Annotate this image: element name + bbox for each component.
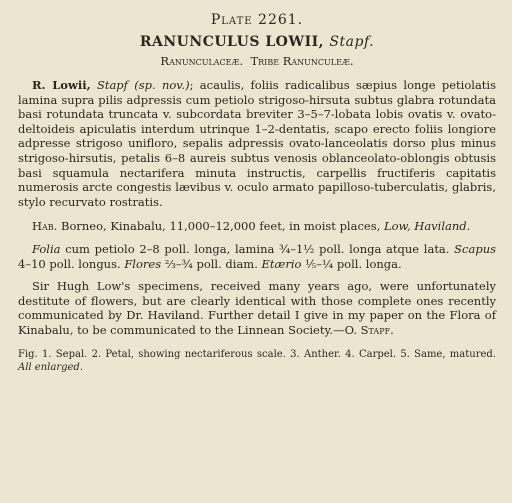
species-name: RANUNCULUS LOWII,	[139, 34, 325, 50]
flores-label: Flores	[124, 256, 162, 271]
folia-text: cum petiolo 2–8 poll. longa, lamina ¾–1½ poll. longa atque lata.	[65, 241, 450, 256]
plate-label: Plate	[210, 12, 253, 28]
species-title	[18, 34, 496, 50]
plate-num: 2261.	[258, 12, 304, 28]
flores-text: ⅔–¾ poll. diam.	[164, 256, 258, 271]
family-name: Ranunculaceæ.	[160, 54, 244, 68]
caption-text: Fig. 1. Sepal. 2. Petal, showing nectariferous scale. 3. Anther. 4. Carpel. 5. Same, matured.	[18, 348, 496, 360]
figure-caption	[18, 348, 496, 374]
diagnosis-species: R. Lowii,	[32, 78, 91, 92]
author-note	[18, 279, 496, 337]
diagnosis-author: Stapf (sp. nov.)	[96, 78, 190, 92]
etaerio-label: Etærio	[261, 256, 302, 271]
habitat-paragraph	[18, 219, 496, 234]
folia-label: Folia	[32, 241, 61, 256]
note-signature: Stapf.	[360, 322, 394, 337]
measurements-paragraph	[18, 242, 496, 271]
habitat-collectors: Low, Haviland.	[383, 219, 471, 234]
diagnosis-text: ; acaulis, foliis radicalibus sæpius longe petiolatis lamina supra pilis adpressis cum petiolo strigoso-hirsuta subtus glabra rotundata basi rotundata truncata v. subcordata breviter 3–5–7-lobata lobis ovatis v. ovato-deltoideis apiculatis interdum utrinque 1–2-dentatis, scapo erecto foliis longiore adpresse strigoso unifloro, sepalis adpressis ovato-lanceolatis dorso plus minus strigoso-hirsutis, petalis 6–8 aureis subtus venosis oblanceolato-oblongis obtusis basi squamula nectarifera minuta instructis, carpellis fructiferis capitatis numerosis arcte congestis lævibus v. oculo armato papilloso-tuberculatis, glabris, stylo recurvato rostratis.	[18, 78, 497, 209]
species-author: Stapf.	[329, 34, 375, 50]
scapus-label: Scapus	[454, 241, 497, 256]
plate-number	[18, 12, 496, 28]
caption-enlarged: All enlarged.	[18, 361, 83, 373]
habitat-text: Borneo, Kinabalu, 11,000–12,000 feet, in moist places,	[61, 219, 381, 234]
latin-diagnosis	[18, 78, 496, 209]
tribe-name: Tribe Ranunculeæ.	[250, 54, 354, 68]
etaerio-text: ⅕–¼ poll. longa.	[305, 256, 402, 271]
scapus-text: 4–10 poll. longus.	[18, 256, 121, 271]
habitat-label: Hab.	[32, 219, 58, 234]
family-line	[18, 54, 496, 68]
note-text: Sir Hugh Low's specimens, received many years ago, were unfortunately destitute of flowers, but are clearly identical with those complete ones recently communicated by Dr. Haviland. Further detail I give in my paper on the Flora of Kinabalu, to be communicated to the Linnean Society.—O.	[18, 279, 496, 337]
